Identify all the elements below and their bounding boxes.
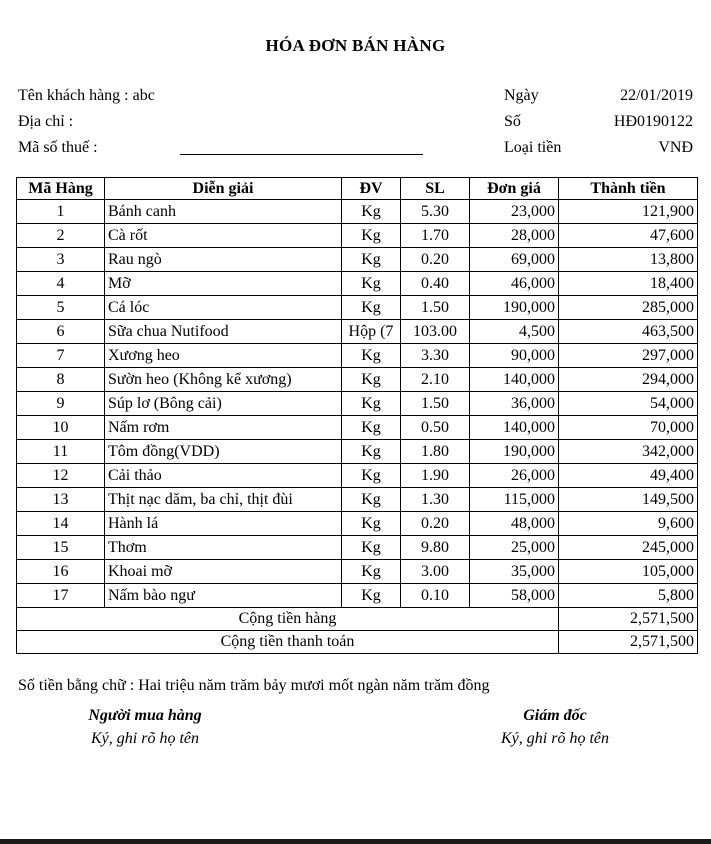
item-code-cell: 11: [17, 440, 105, 464]
amount-cell: 463,500: [559, 320, 698, 344]
customer-name: Tên khách hàng : abc: [18, 87, 155, 104]
table-row: [17, 392, 698, 416]
unit-price-cell: 69,000: [470, 248, 559, 272]
table-row: [17, 416, 698, 440]
item-code-cell: 13: [17, 488, 105, 512]
item-code-cell: 4: [17, 272, 105, 296]
amount-cell: 5,800: [559, 584, 698, 608]
quantity-cell: 1.80: [401, 440, 470, 464]
amount-cell: 13,800: [559, 248, 698, 272]
description-cell: Bánh canh: [105, 200, 342, 224]
date-value: 22/01/2019: [620, 87, 693, 104]
bottom-edge-bar: [0, 839, 711, 844]
unit-price-cell: 115,000: [470, 488, 559, 512]
quantity-cell: 1.70: [401, 224, 470, 248]
item-code-cell: 8: [17, 368, 105, 392]
description-cell: Súp lơ (Bông cải): [105, 392, 342, 416]
item-code-cell: 7: [17, 344, 105, 368]
description-cell: Sườn heo (Không kể xương): [105, 368, 342, 392]
unit-price-cell: 26,000: [470, 464, 559, 488]
amount-cell: 105,000: [559, 560, 698, 584]
amount-cell: 9,600: [559, 512, 698, 536]
table-row: [17, 536, 698, 560]
amount-cell: 149,500: [559, 488, 698, 512]
quantity-cell: 1.30: [401, 488, 470, 512]
item-code-cell: 5: [17, 296, 105, 320]
table-row: [17, 224, 698, 248]
subtotal-row: [17, 608, 698, 631]
unit-price-cell: 190,000: [470, 296, 559, 320]
table-row: [17, 464, 698, 488]
unit-cell: Kg: [342, 248, 401, 272]
table-row: [17, 488, 698, 512]
currency-label: Loại tiền: [504, 139, 562, 156]
unit-price-cell: 28,000: [470, 224, 559, 248]
quantity-cell: 0.20: [401, 512, 470, 536]
description-cell: Xương heo: [105, 344, 342, 368]
tax-code-underline: [180, 154, 423, 155]
amount-in-words: Số tiền bằng chữ : Hai triệu năm trăm bảy mươi mốt ngàn năm trăm đồng: [18, 677, 490, 694]
amount-cell: 245,000: [559, 536, 698, 560]
table-row: [17, 272, 698, 296]
director-signature-hint: Ký, ghi rõ họ tên: [501, 730, 609, 747]
buyer-signature-hint: Ký, ghi rõ họ tên: [91, 730, 199, 747]
date-label: Ngày: [504, 87, 539, 104]
table-header-row: [17, 178, 698, 200]
unit-price-cell: 140,000: [470, 368, 559, 392]
table-row: [17, 560, 698, 584]
director-signature-block: [470, 707, 640, 748]
header-description: Diễn giải: [105, 178, 342, 200]
description-cell: Hành lá: [105, 512, 342, 536]
buyer-role: Người mua hàng: [88, 707, 202, 724]
unit-cell: Hộp (7: [342, 320, 401, 344]
amount-cell: 18,400: [559, 272, 698, 296]
customer-address: Địa chỉ :: [18, 113, 74, 130]
quantity-cell: 1.90: [401, 464, 470, 488]
item-code-cell: 16: [17, 560, 105, 584]
amount-cell: 297,000: [559, 344, 698, 368]
description-cell: Rau ngò: [105, 248, 342, 272]
unit-price-cell: 48,000: [470, 512, 559, 536]
unit-cell: Kg: [342, 440, 401, 464]
unit-price-cell: 23,000: [470, 200, 559, 224]
description-cell: Cá lóc: [105, 296, 342, 320]
table-row: [17, 344, 698, 368]
currency-value: VNĐ: [658, 139, 693, 156]
unit-cell: Kg: [342, 416, 401, 440]
director-role: Giám đốc: [523, 707, 587, 724]
unit-cell: Kg: [342, 344, 401, 368]
description-cell: Cải thảo: [105, 464, 342, 488]
grand-total-value: 2,571,500: [559, 631, 698, 654]
item-code-cell: 10: [17, 416, 105, 440]
quantity-cell: 0.10: [401, 584, 470, 608]
quantity-cell: 103.00: [401, 320, 470, 344]
unit-cell: Kg: [342, 488, 401, 512]
item-code-cell: 15: [17, 536, 105, 560]
amount-cell: 47,600: [559, 224, 698, 248]
item-code-cell: 3: [17, 248, 105, 272]
amount-cell: 121,900: [559, 200, 698, 224]
unit-price-cell: 58,000: [470, 584, 559, 608]
amount-cell: 70,000: [559, 416, 698, 440]
amount-cell: 342,000: [559, 440, 698, 464]
quantity-cell: 3.00: [401, 560, 470, 584]
unit-cell: Kg: [342, 560, 401, 584]
unit-cell: Kg: [342, 512, 401, 536]
invoice-number-value: HĐ0190122: [613, 113, 693, 130]
unit-price-cell: 4,500: [470, 320, 559, 344]
quantity-cell: 0.50: [401, 416, 470, 440]
unit-cell: Kg: [342, 392, 401, 416]
quantity-cell: 5.30: [401, 200, 470, 224]
item-code-cell: 2: [17, 224, 105, 248]
quantity-cell: 0.40: [401, 272, 470, 296]
invoice-number-label: Số: [504, 113, 521, 130]
quantity-cell: 9.80: [401, 536, 470, 560]
invoice-title: HÓA ĐƠN BÁN HÀNG: [265, 36, 446, 55]
table-row: [17, 320, 698, 344]
item-code-cell: 1: [17, 200, 105, 224]
unit-cell: Kg: [342, 584, 401, 608]
unit-price-cell: 140,000: [470, 416, 559, 440]
table-row: [17, 440, 698, 464]
header-quantity: SL: [401, 178, 470, 200]
amount-cell: 49,400: [559, 464, 698, 488]
quantity-cell: 3.30: [401, 344, 470, 368]
unit-price-cell: 25,000: [470, 536, 559, 560]
unit-cell: Kg: [342, 464, 401, 488]
unit-cell: Kg: [342, 272, 401, 296]
item-code-cell: 12: [17, 464, 105, 488]
header-amount: Thành tiền: [559, 178, 698, 200]
unit-cell: Kg: [342, 224, 401, 248]
description-cell: Cà rốt: [105, 224, 342, 248]
buyer-signature-block: [60, 707, 230, 748]
quantity-cell: 2.10: [401, 368, 470, 392]
grand-total-label: Cộng tiền thanh toán: [17, 631, 559, 654]
amount-cell: 54,000: [559, 392, 698, 416]
unit-price-cell: 46,000: [470, 272, 559, 296]
quantity-cell: 0.20: [401, 248, 470, 272]
customer-tax-code: Mã số thuế :: [18, 139, 98, 156]
subtotal-label: Cộng tiền hàng: [17, 608, 559, 631]
quantity-cell: 1.50: [401, 392, 470, 416]
table-row: [17, 248, 698, 272]
description-cell: Nấm rơm: [105, 416, 342, 440]
description-cell: Thịt nạc dăm, ba chỉ, thịt đùi: [105, 488, 342, 512]
item-code-cell: 6: [17, 320, 105, 344]
unit-cell: Kg: [342, 296, 401, 320]
unit-price-cell: 90,000: [470, 344, 559, 368]
description-cell: Tôm đồng(VDD): [105, 440, 342, 464]
unit-cell: Kg: [342, 536, 401, 560]
quantity-cell: 1.50: [401, 296, 470, 320]
item-code-cell: 14: [17, 512, 105, 536]
unit-cell: Kg: [342, 368, 401, 392]
unit-price-cell: 35,000: [470, 560, 559, 584]
description-cell: Nấm bào ngư: [105, 584, 342, 608]
table-row: [17, 296, 698, 320]
item-code-cell: 17: [17, 584, 105, 608]
unit-price-cell: 190,000: [470, 440, 559, 464]
table-row: [17, 584, 698, 608]
table-row: [17, 200, 698, 224]
unit-cell: Kg: [342, 200, 401, 224]
header-unit: ĐV: [342, 178, 401, 200]
amount-cell: 285,000: [559, 296, 698, 320]
table-row: [17, 512, 698, 536]
invoice-items-table: [16, 177, 698, 654]
amount-cell: 294,000: [559, 368, 698, 392]
header-unit-price: Đơn giá: [470, 178, 559, 200]
unit-price-cell: 36,000: [470, 392, 559, 416]
item-code-cell: 9: [17, 392, 105, 416]
subtotal-value: 2,571,500: [559, 608, 698, 631]
grand-total-row: [17, 631, 698, 654]
header-item-code: Mã Hàng: [17, 178, 105, 200]
description-cell: Khoai mỡ: [105, 560, 342, 584]
description-cell: Thơm: [105, 536, 342, 560]
description-cell: Sữa chua Nutifood: [105, 320, 342, 344]
description-cell: Mỡ: [105, 272, 342, 296]
table-row: [17, 368, 698, 392]
